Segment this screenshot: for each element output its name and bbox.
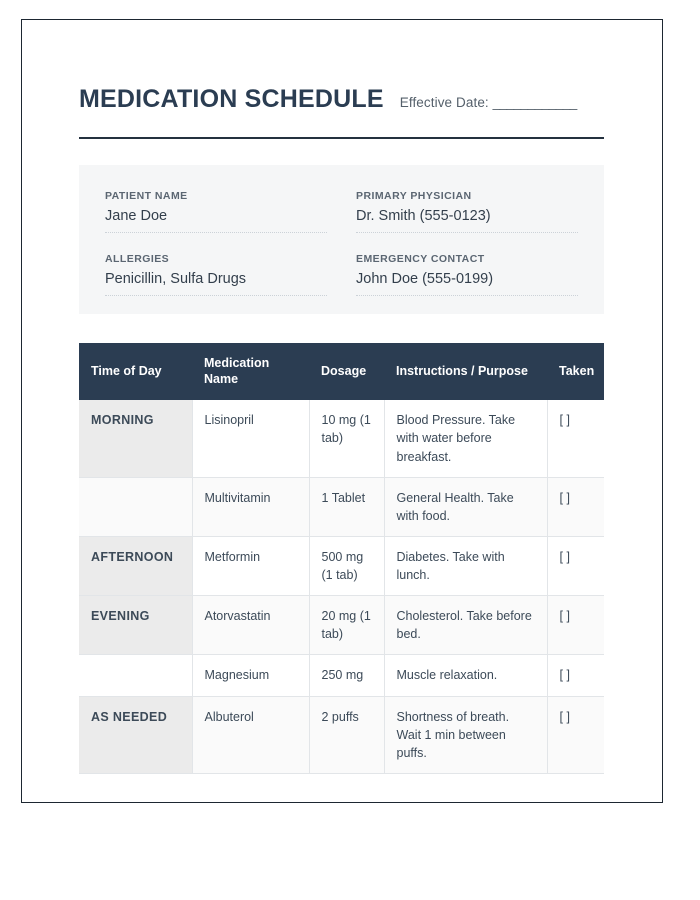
column-header-dosage: Dosage <box>309 343 384 400</box>
cell-instructions: Blood Pressure. Take with water before breakfast. <box>384 400 547 477</box>
cell-instructions: Diabetes. Take with lunch. <box>384 536 547 595</box>
cell-taken-checkbox[interactable]: [ ] <box>547 536 604 595</box>
cell-taken-checkbox[interactable]: [ ] <box>547 696 604 773</box>
patient-info-panel <box>79 165 604 314</box>
cell-medication: Albuterol <box>192 696 309 773</box>
info-value[interactable]: John Doe (555-0199) <box>356 271 578 296</box>
cell-medication: Atorvastatin <box>192 596 309 655</box>
cell-dosage: 1 Tablet <box>309 477 384 536</box>
cell-taken-checkbox[interactable]: [ ] <box>547 596 604 655</box>
cell-period: AFTERNOON <box>79 536 192 595</box>
effective-date-field <box>400 95 577 112</box>
medication-schedule-table <box>79 343 604 774</box>
info-field-primary-physician <box>356 190 578 233</box>
page-title: MEDICATION SCHEDULE <box>79 85 384 113</box>
info-label: PRIMARY PHYSICIAN <box>356 190 472 202</box>
cell-dosage: 20 mg (1 tab) <box>309 596 384 655</box>
table-header <box>79 343 604 400</box>
title-divider <box>79 137 604 139</box>
info-label: EMERGENCY CONTACT <box>356 253 485 265</box>
cell-period: AS NEEDED <box>79 696 192 773</box>
effective-date-blank[interactable]: ____________ <box>492 95 577 111</box>
cell-period <box>79 655 192 696</box>
table-row <box>79 596 604 655</box>
info-value[interactable]: Penicillin, Sulfa Drugs <box>105 271 327 296</box>
column-header-time-of-day: Time of Day <box>79 343 192 400</box>
column-header-instructions: Instructions / Purpose <box>384 343 547 400</box>
cell-medication: Multivitamin <box>192 477 309 536</box>
cell-taken-checkbox[interactable]: [ ] <box>547 400 604 477</box>
cell-period <box>79 477 192 536</box>
column-header-medication-name: Medication Name <box>192 343 309 400</box>
info-field-emergency-contact <box>356 253 578 296</box>
effective-date-label: Effective Date: <box>399 95 489 111</box>
info-field-allergies <box>105 253 327 296</box>
table-row <box>79 400 604 477</box>
cell-instructions: Muscle relaxation. <box>384 655 547 696</box>
cell-dosage: 10 mg (1 tab) <box>309 400 384 477</box>
table-row <box>79 536 604 595</box>
cell-dosage: 500 mg (1 tab) <box>309 536 384 595</box>
table-row <box>79 696 604 773</box>
cell-instructions: Cholesterol. Take before bed. <box>384 596 547 655</box>
table-body <box>79 400 604 773</box>
document-header <box>79 86 604 112</box>
info-value[interactable]: Dr. Smith (555-0123) <box>356 208 578 233</box>
column-header-taken: Taken <box>547 343 604 400</box>
page-content-area <box>79 20 604 803</box>
cell-medication: Metformin <box>192 536 309 595</box>
cell-instructions: General Health. Take with food. <box>384 477 547 536</box>
cell-taken-checkbox[interactable]: [ ] <box>547 477 604 536</box>
info-field-patient-name <box>105 190 327 233</box>
cell-dosage: 2 puffs <box>309 696 384 773</box>
table-header-row <box>79 343 604 400</box>
document-page <box>21 19 663 803</box>
cell-instructions: Shortness of breath. Wait 1 min between puffs. <box>384 696 547 773</box>
cell-medication: Lisinopril <box>192 400 309 477</box>
medication-schedule-table-wrapper <box>79 343 604 774</box>
cell-period: MORNING <box>79 400 192 477</box>
cell-period: EVENING <box>79 596 192 655</box>
info-value[interactable]: Jane Doe <box>105 208 327 233</box>
cell-medication: Magnesium <box>192 655 309 696</box>
cell-taken-checkbox[interactable]: [ ] <box>547 655 604 696</box>
table-row <box>79 655 604 696</box>
cell-dosage: 250 mg <box>309 655 384 696</box>
patient-info-grid <box>105 190 578 296</box>
title-row <box>79 86 604 112</box>
table-row <box>79 477 604 536</box>
info-label: PATIENT NAME <box>105 190 188 202</box>
info-label: ALLERGIES <box>105 253 170 265</box>
